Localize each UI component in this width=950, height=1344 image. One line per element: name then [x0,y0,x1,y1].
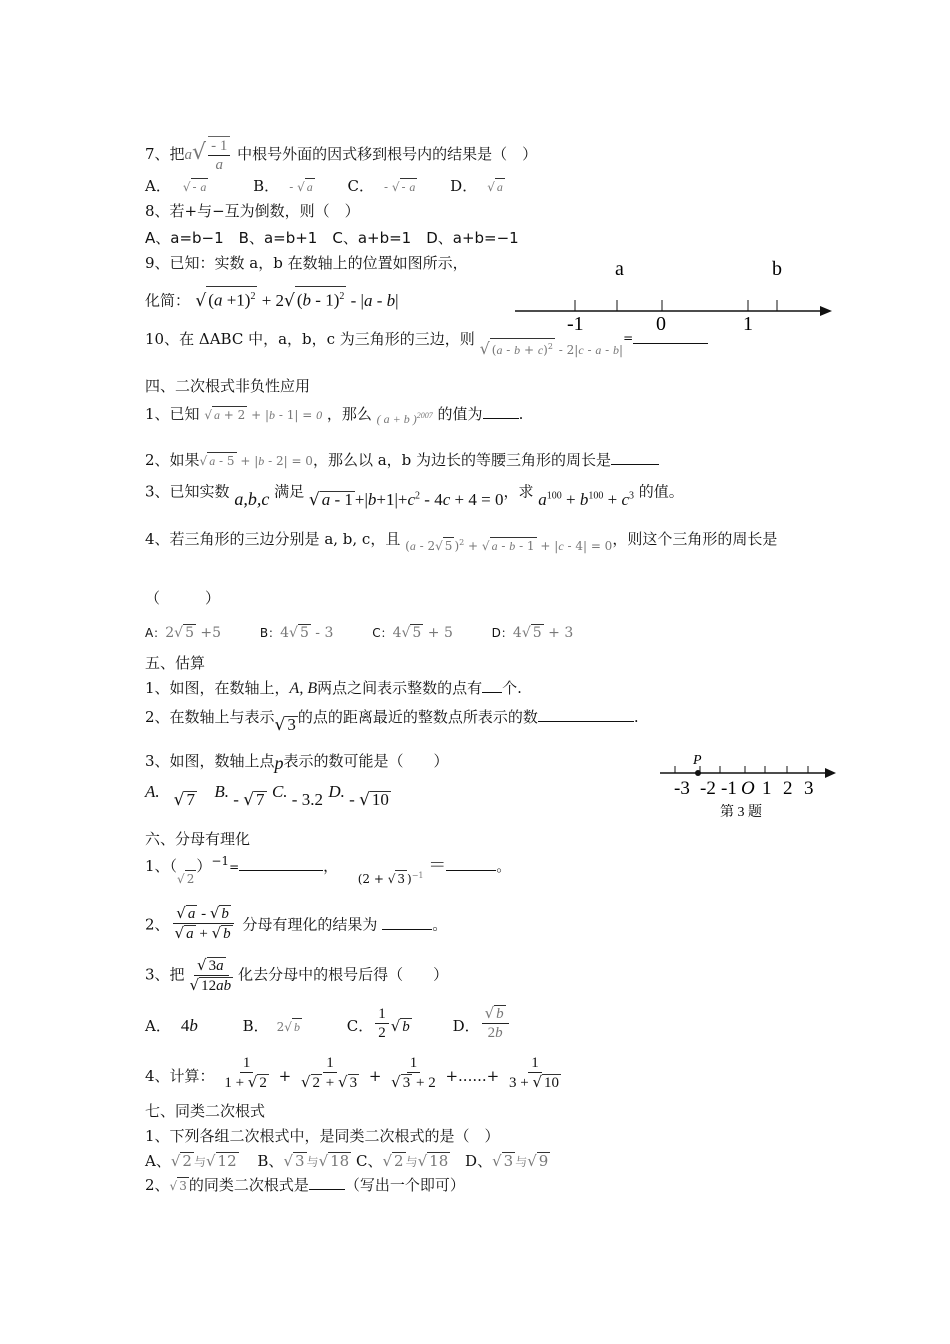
tick-label-minus1: -1 [567,313,584,335]
s4-question-4-paren: （ ） [145,589,221,607]
s6-question-3-options: A． 4b B． 2√ b C． $\frac{1}{2}$ √ b D． $\frac{√ b}{2b}$ [145,1008,511,1046]
label-a: a [615,258,624,280]
question-7: 7、把a√ $\frac{- 1}{a}$ 中根号外面的因式移到根号内的结果是（ ） [145,138,538,173]
answer-blank[interactable] [538,707,634,722]
answer-blank[interactable] [446,856,496,871]
svg-text:1: 1 [762,778,772,799]
answer-blank[interactable] [633,329,708,344]
section-5-title: 五、估算 [145,654,206,672]
answer-blank[interactable] [382,915,432,930]
section-6-title: 六、分母有理化 [145,830,251,848]
s4-question-2: 2、如果√ a - 5 + |b - 2| = 0，那么以 a，b 为边长的等腰三角形的周长是 [145,450,659,471]
s5-question-2: 2、在数轴上与表示√ 3 的点的距离最近的整数点所表示的数 . [145,708,639,735]
figure-caption: 第 3 题 [720,805,762,820]
svg-text:3: 3 [804,778,814,799]
svg-text:2: 2 [783,778,793,799]
s5-question-1: 1、如图，在数轴上，A, B两点之间表示整数的点有 个. [145,679,522,697]
s4-question-4-options: A：2√ 5 +5 B：4√ 5 - 3 C：4√ 5 + 5 D：4√ 5 + 3 [145,625,574,641]
s4-question-1: 1、已知 √ a + 2 + |b - 1| = 0 ，那么 $_{( a + b )^{2007}}$ 的值为 . [145,405,524,426]
question-9: 9、已知：实数 a，b 在数轴上的位置如图所示， [145,254,468,272]
label-p: P [693,753,702,768]
svg-text:-3: -3 [674,778,690,799]
tick-label-1: 1 [743,313,753,335]
svg-text:-2: -2 [700,778,716,799]
s7-question-1-options: A、√ 2 与√ 12 B、√ 3 与√ 18 C、√ 2 与√ 18 D、√ 3 与√ 9 [145,1152,549,1170]
svg-text:-1: -1 [721,778,737,799]
number-line-q9 [510,255,840,335]
s7-question-2: 2、√ 3 的同类二次根式是 （写出一个即可） [145,1176,465,1194]
answer-blank[interactable] [611,450,659,465]
question-9-simplify: 化简： √ $(a +1)^2 + 2√$ (b - 1)$^2$ - |a - b| [145,286,399,311]
answer-blank[interactable] [483,404,519,419]
tick-label-0: 0 [656,313,666,335]
s6-question-1: 1、$(_{√ 2})^{-1}=$ ， $_{(2 + √ 3 )^{-1}}$ ＝ 。 [145,854,512,886]
s5-question-3-options: A. √ 7 B. - √ 7 C. - 3.2 D. - √ 10 [145,782,389,810]
s4-question-4: 4、若三角形的三边分别是 a, b, c，且 $_{(a - 2√ 5 )^2 + √ a - b - 1 + |c - 4| = 0}$，则这个三角形的周长是 [145,530,778,553]
s7-question-1: 1、下列各组二次根式中，是同类二次根式的是（ ） [145,1127,500,1145]
s6-question-3: 3、把 $\frac{√ 3a}{√ 12ab}$ 化去分母中的根号后得（ ） [145,956,449,994]
question-8: 8、若+与−互为倒数，则（ ） [145,202,360,220]
answer-blank[interactable] [239,856,323,871]
number-line-q3 [656,752,841,822]
question-8-options: A、a=b−1 B、a=b+1 C、a+b=1 D、a+b=−1 [145,229,519,247]
s6-question-2: 2、 $\frac{√ a - √ b}{√ a + √ b}$ 分母有理化的结果为 。 [145,904,448,942]
s6-question-4: 4、计算： $\frac{1}{1 + √ 2}$ + $\frac{1}{√ 2 + √ 3}$ + $\frac{1}{√ 3 + 2}$ +......+ $\frac{1}{3 + √ 10}$ [145,1055,560,1091]
label-b: b [772,258,782,280]
s5-question-3: 3、如图，数轴上点p表示的数可能是（ ） [145,752,449,773]
question-10: 10、在 ΔABC 中，a，b，c 为三角形的三边，则 $_{√ (a - b + c)^2 - 2|c - a - b|}$= [145,328,708,350]
s4-question-3: 3、已知实数 a,b,c 满足 √ $a - 1 +|b+1|+c^2 - 4c + 4 = 0$，求 $a^{100} + b^{100} + c^3$ 的值。 [145,482,684,510]
section-4-title: 四、二次根式非负性应用 [145,377,311,395]
answer-blank[interactable] [309,1175,345,1190]
answer-blank[interactable] [482,678,502,693]
svg-text:O: O [741,778,755,799]
question-7-options: A． √ - a B． - √ a C． - √ - a D． √ a [145,177,503,195]
section-7-title: 七、同类二次根式 [145,1102,266,1120]
